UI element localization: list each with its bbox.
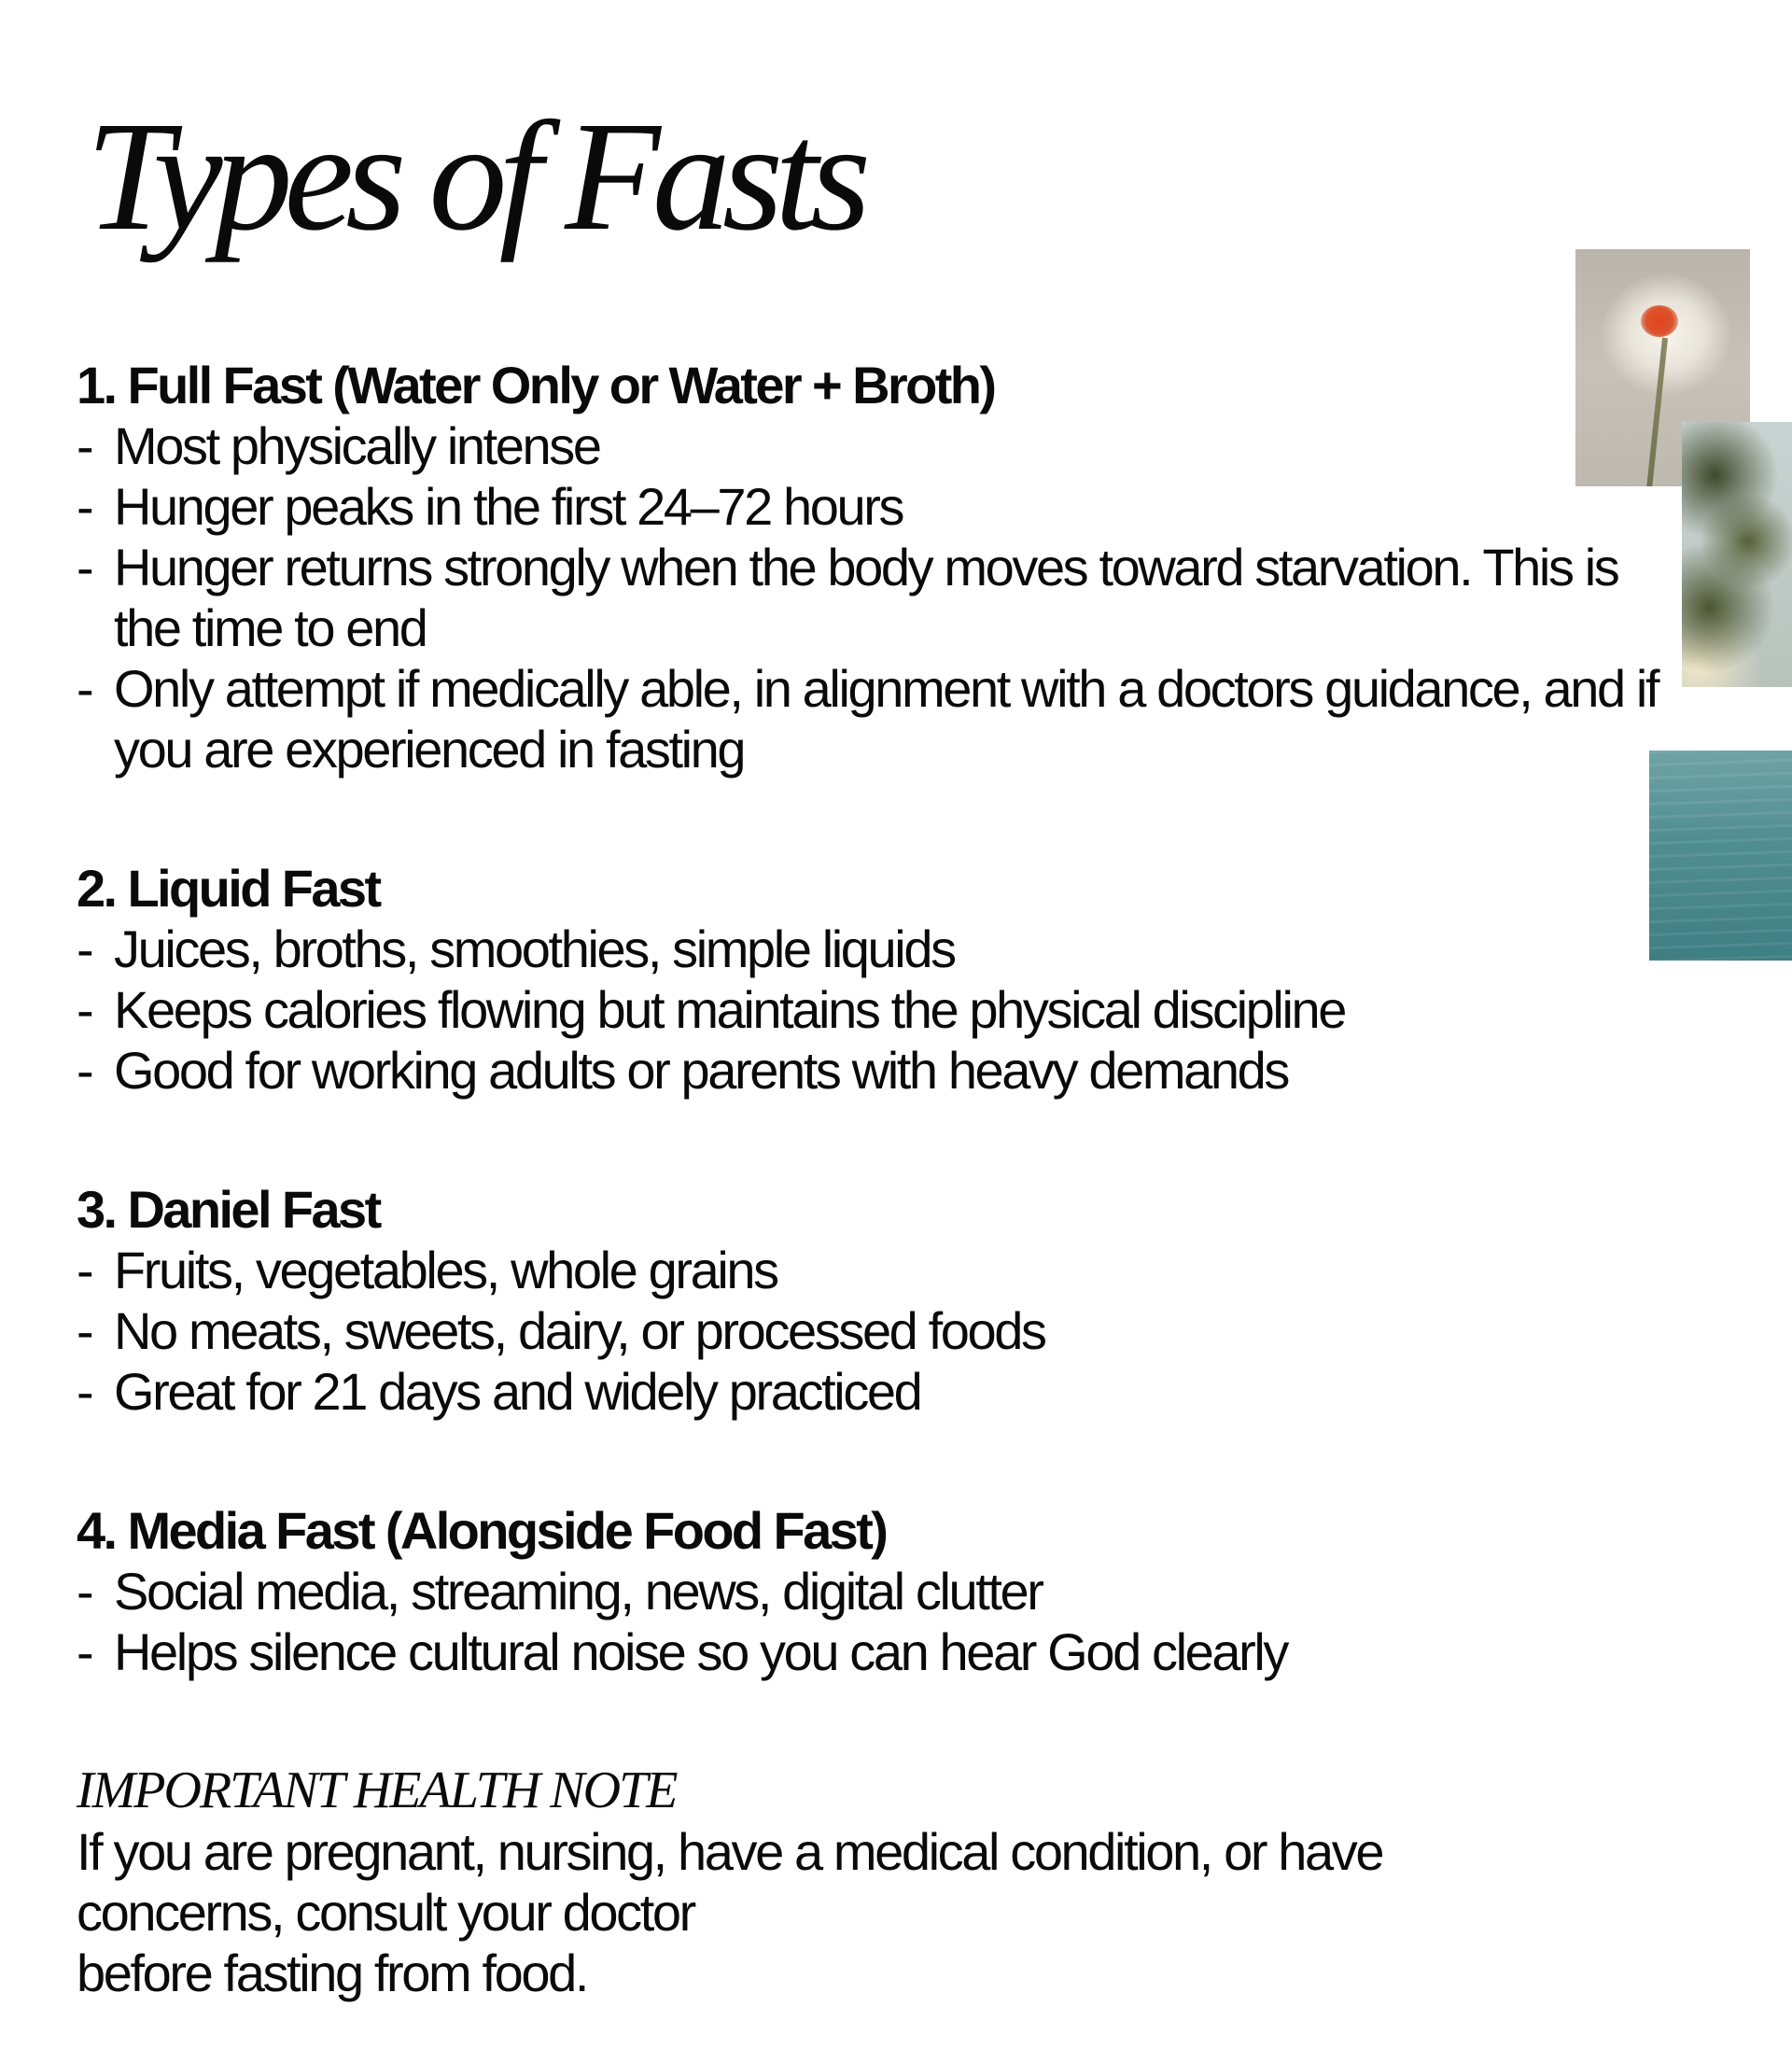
bullet-item: - Fruits, vegetables, whole grains xyxy=(77,1240,1663,1300)
section-media-fast xyxy=(77,1500,1663,1682)
section-heading: 3. Daniel Fast xyxy=(77,1180,380,1239)
sea-photo xyxy=(1649,751,1792,961)
flower-petal-detail xyxy=(1641,305,1678,337)
bullet-item: - Only attempt if medically able, in alignment with a doctors guidance, and if you are experienced in fasting xyxy=(77,658,1663,779)
bullet-item: - Helps silence cultural noise so you can hear God clearly xyxy=(77,1621,1663,1682)
page-title: Types of Fasts xyxy=(86,90,863,263)
section-heading: 1. Full Fast (Water Only or Water + Broth) xyxy=(77,356,995,414)
trees-photo xyxy=(1682,422,1792,687)
health-note-line: concerns, consult your doctor xyxy=(77,1883,694,1942)
section-full-fast xyxy=(77,355,1663,779)
bullet-item: - Great for 21 days and widely practiced xyxy=(77,1361,1663,1422)
section-heading: 4. Media Fast (Alongside Food Fast) xyxy=(77,1501,887,1560)
bullet-item: - Hunger peaks in the first 24–72 hours xyxy=(77,476,1663,537)
section-liquid-fast xyxy=(77,858,1663,1101)
health-note-heading: IMPORTANT HEALTH NOTE xyxy=(77,1761,677,1819)
bullet-list xyxy=(77,415,1663,779)
bullet-list xyxy=(77,919,1663,1101)
fast-types-list xyxy=(77,355,1663,2003)
bullet-item: - Keeps calories flowing but maintains the physical discipline xyxy=(77,979,1663,1040)
section-daniel-fast xyxy=(77,1179,1663,1422)
bullet-item: - Juices, broths, smoothies, simple liquids xyxy=(77,919,1663,979)
bullet-item: - No meats, sweets, dairy, or processed foods xyxy=(77,1300,1663,1361)
bullet-item: - Most physically intense xyxy=(77,415,1663,476)
bullet-list xyxy=(77,1240,1663,1422)
section-heading: 2. Liquid Fast xyxy=(77,859,380,918)
bullet-list xyxy=(77,1561,1663,1682)
bullet-item: - Good for working adults or parents with heavy demands xyxy=(77,1040,1663,1101)
bullet-item: - Hunger returns strongly when the body moves toward starvation. This is the time to end xyxy=(77,537,1663,658)
health-note xyxy=(77,1761,1663,2003)
bullet-item: - Social media, streaming, news, digital clutter xyxy=(77,1561,1663,1621)
health-note-line: If you are pregnant, nursing, have a medical condition, or have xyxy=(77,1822,1383,1881)
health-note-line: before fasting from food. xyxy=(77,1944,588,2002)
